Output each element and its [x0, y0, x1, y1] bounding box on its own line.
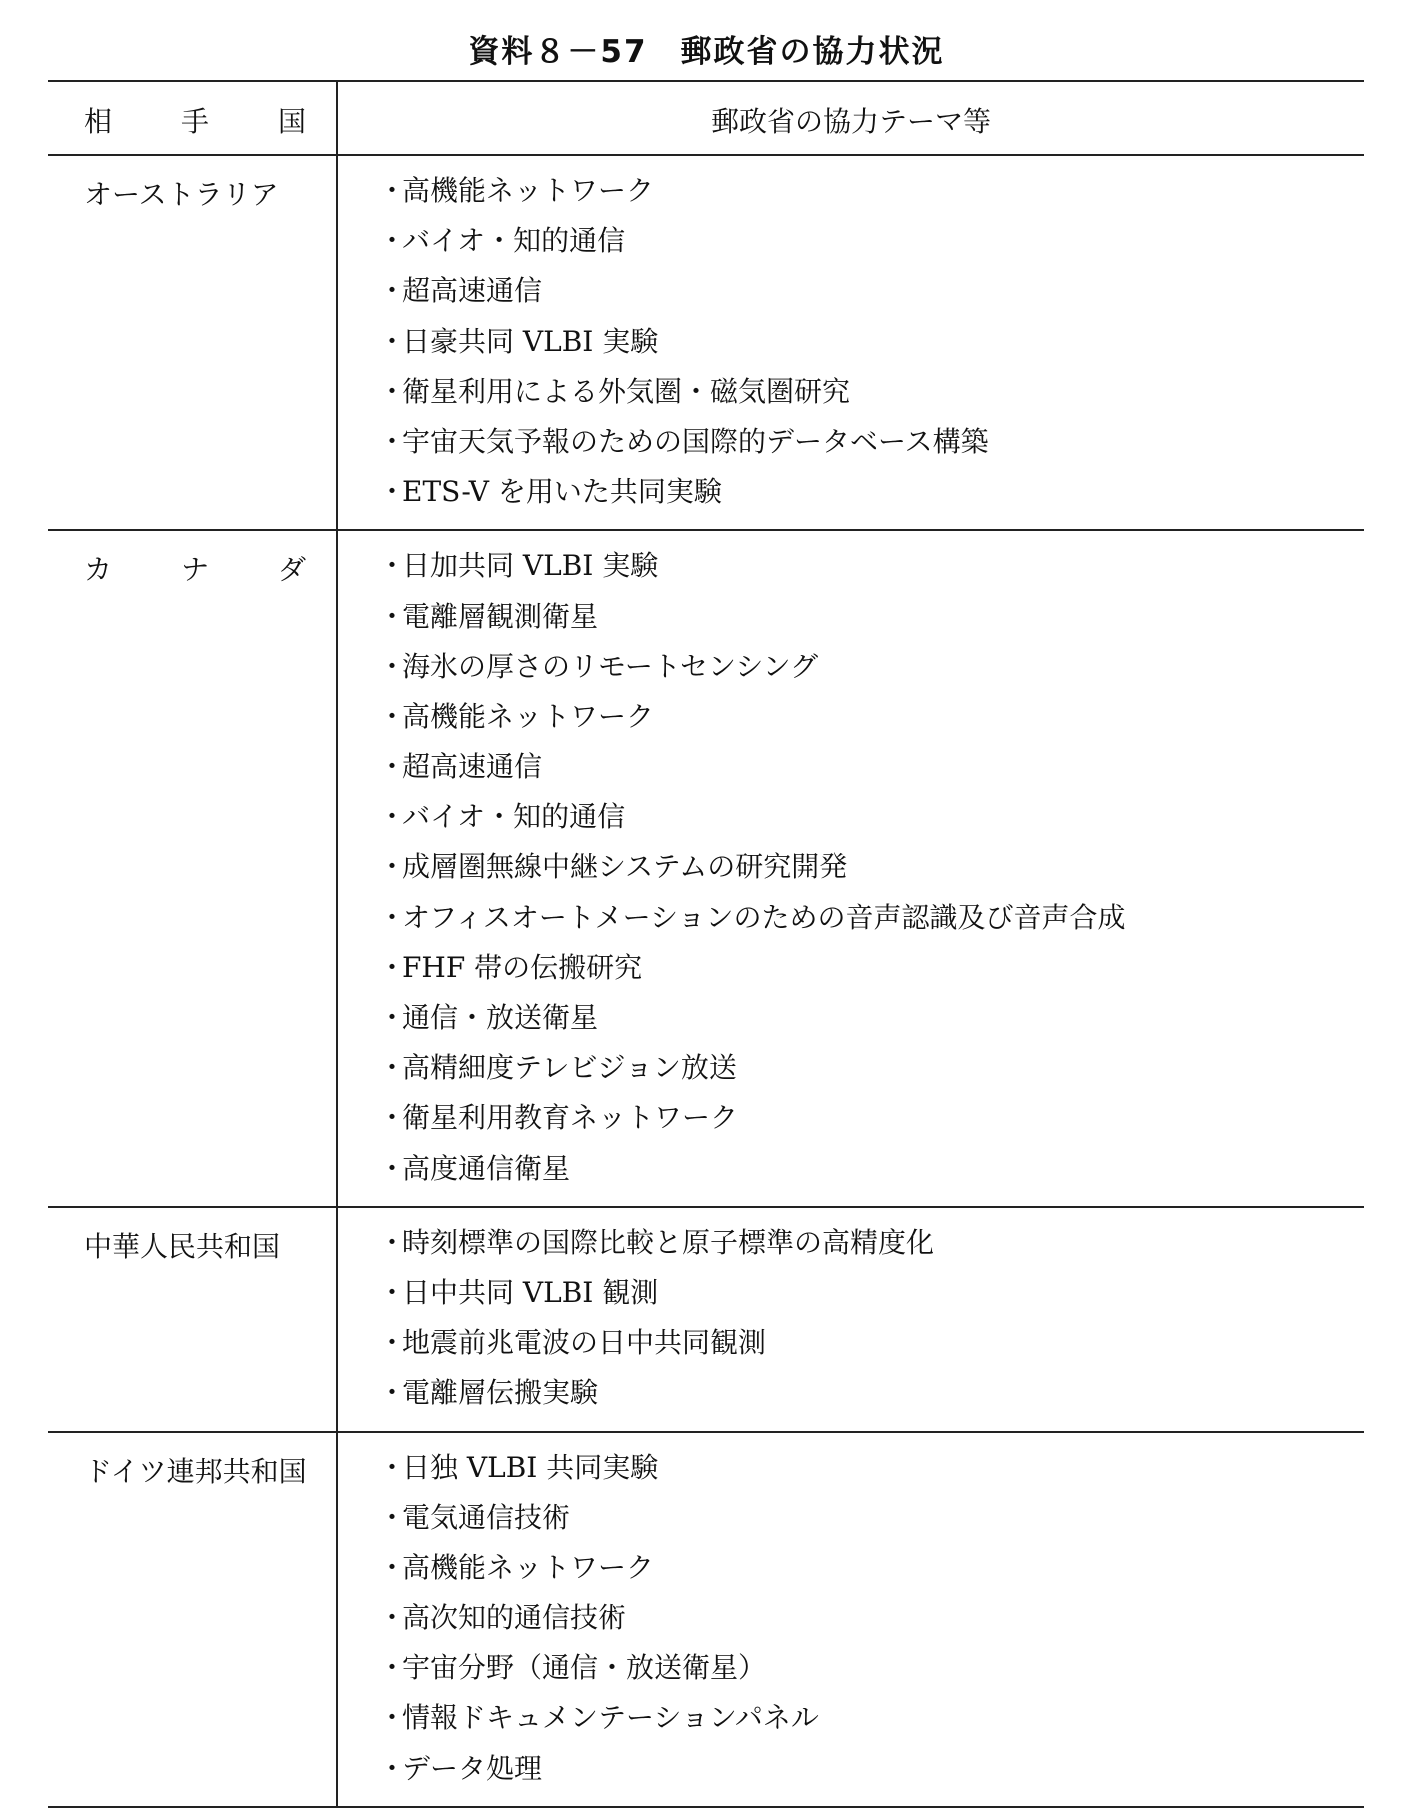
theme-item: ・ 衛星利用による外気圏・磁気圏研究 [378, 367, 1364, 417]
themes-cell [338, 156, 1364, 529]
theme-item: ・ 地震前兆電波の日中共同観測 [378, 1318, 1364, 1368]
theme-item: ・ オフィスオートメーションのための音声認識及び音声合成 [378, 893, 1364, 943]
themes-cell [338, 531, 1364, 1205]
themes-cell [338, 1433, 1364, 1806]
theme-item: ・ 日中共同 VLBI 観測 [378, 1268, 1364, 1318]
theme-item: ・ 時刻標準の国際比較と原子標準の高精度化 [378, 1218, 1364, 1268]
theme-item: ・ 日加共同 VLBI 実験 [378, 541, 1364, 591]
country-name: ドイツ連邦共和国 [84, 1454, 307, 1488]
header-themes-cell: 郵政省の協力テーマ等 [710, 105, 991, 138]
theme-item: ・ 電気通信技術 [378, 1493, 1364, 1543]
theme-item: ・ 成層圏無線中継システムの研究開発 [378, 842, 1364, 892]
theme-item: ・ 超高速通信 [378, 742, 1364, 792]
theme-item: ・ 高精細度テレビジョン放送 [378, 1043, 1364, 1093]
theme-item: ・ 超高速通信 [378, 266, 1364, 316]
theme-item: ・ 高機能ネットワーク [378, 1543, 1364, 1593]
theme-item: ・ 通信・放送衛星 [378, 993, 1364, 1043]
page-title: 資料８－57 郵政省の協力状況 [468, 34, 945, 70]
theme-item: ・ バイオ・知的通信 [378, 792, 1364, 842]
country-name: 中華人民共和国 [84, 1229, 281, 1263]
theme-item: ・ 高度通信衛星 [378, 1144, 1364, 1194]
country-char: カ [84, 553, 113, 587]
theme-item: ・ 海氷の厚さのリモートセンシング [378, 642, 1364, 692]
header-country-char: 国 [277, 105, 306, 138]
theme-item: ・ 日独 VLBI 共同実験 [378, 1443, 1364, 1493]
theme-item: ・ 宇宙分野（通信・放送衛星） [378, 1643, 1364, 1693]
country-cell [48, 1208, 338, 1431]
theme-item: ・ データ処理 [378, 1744, 1364, 1794]
country-cell [48, 156, 338, 529]
table-row-germany [48, 1431, 1364, 1806]
header-country-char: 相 [84, 105, 113, 138]
cooperation-table [48, 80, 1364, 1808]
themes-cell [338, 1208, 1364, 1431]
country-char: ナ [180, 553, 209, 587]
country-char: ダ [277, 553, 306, 587]
country-cell [48, 531, 338, 1205]
theme-item: ・ 衛星利用教育ネットワーク [378, 1093, 1364, 1143]
theme-item: ・ 宇宙天気予報のための国際的データベース構築 [378, 417, 1364, 467]
country-cell [48, 1433, 338, 1806]
header-country-cell [48, 82, 338, 154]
table-row-australia [48, 154, 1364, 529]
theme-item: ・ 高機能ネットワーク [378, 692, 1364, 742]
theme-item: ・ ETS-V を用いた共同実験 [378, 467, 1364, 517]
theme-item: ・ 電離層観測衛星 [378, 592, 1364, 642]
header-country-char: 手 [180, 105, 209, 138]
theme-item: ・ 電離層伝搬実験 [378, 1368, 1364, 1418]
theme-item: ・ 日豪共同 VLBI 実験 [378, 317, 1364, 367]
theme-item: ・ 高機能ネットワーク [378, 166, 1364, 216]
table-header-row [48, 82, 1364, 154]
theme-item: ・ 高次知的通信技術 [378, 1593, 1364, 1643]
table-row-china [48, 1206, 1364, 1431]
theme-item: ・ バイオ・知的通信 [378, 216, 1364, 266]
theme-item: ・ FHF 帯の伝搬研究 [378, 943, 1364, 993]
table-row-canada [48, 529, 1364, 1205]
theme-item: ・ 情報ドキュメンテーションパネル [378, 1693, 1364, 1743]
country-name: オーストラリア [84, 178, 279, 211]
